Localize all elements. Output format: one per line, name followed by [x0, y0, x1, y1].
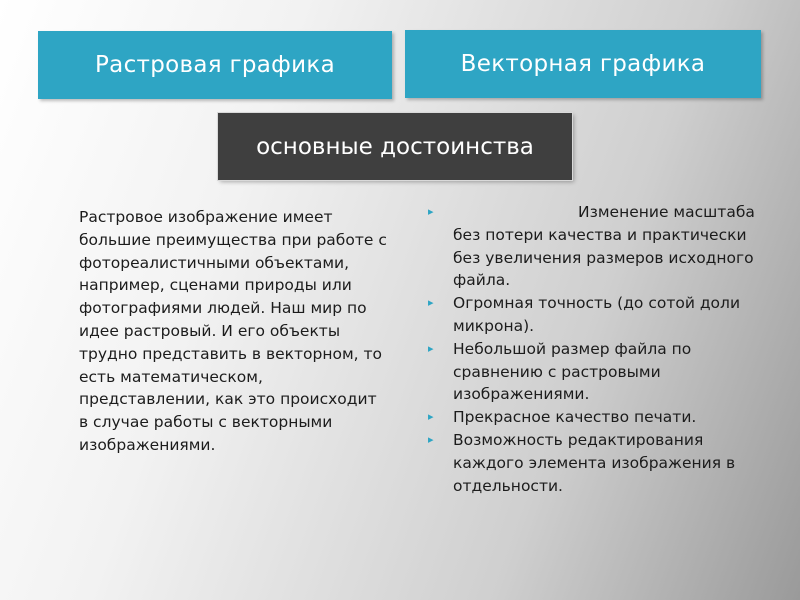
list-item-text: Небольшой размер файла по сравнению с растровыми изображениями. — [453, 339, 692, 404]
vector-graphics-title: Векторная графика — [460, 51, 706, 77]
list-item-text: Возможность редактирования каждого элемента изображения в отдельности. — [453, 430, 736, 495]
main-advantages-header — [218, 113, 572, 180]
list-item — [428, 338, 768, 406]
vector-advantages-list — [428, 201, 768, 497]
list-item — [428, 292, 768, 338]
raster-graphics-title: Растровая графика — [95, 52, 335, 78]
list-item — [428, 429, 768, 497]
list-item-text: Прекрасное качество печати. — [453, 408, 697, 427]
triangle-bullet-icon: ▸ — [428, 205, 434, 218]
list-item — [428, 201, 768, 292]
list-item-text: Огромная точность (до сотой доли микрона). — [453, 294, 741, 335]
raster-graphics-header — [38, 31, 392, 99]
vector-graphics-header — [405, 30, 761, 98]
raster-advantages-text: Растровое изображение имеет большие преимущества при работе с фотореалистичными объектами, например, сценами природы или фотографиями людей. Наш мир по идее растровый. И его объекты трудно представить в векторном, то есть математическом, представлении, как это происходит в случае работы с векторными изображениями. — [79, 208, 387, 454]
main-advantages-title: основные достоинства — [256, 133, 534, 160]
triangle-bullet-icon: ▸ — [428, 410, 434, 424]
list-item-text: Изменение масштаба без потери качества и практически без увеличения размеров исходного файла. — [453, 203, 755, 290]
triangle-bullet-icon: ▸ — [428, 432, 434, 446]
list-item — [428, 406, 768, 429]
triangle-bullet-icon: ▸ — [428, 296, 434, 310]
triangle-bullet-icon: ▸ — [428, 341, 434, 355]
